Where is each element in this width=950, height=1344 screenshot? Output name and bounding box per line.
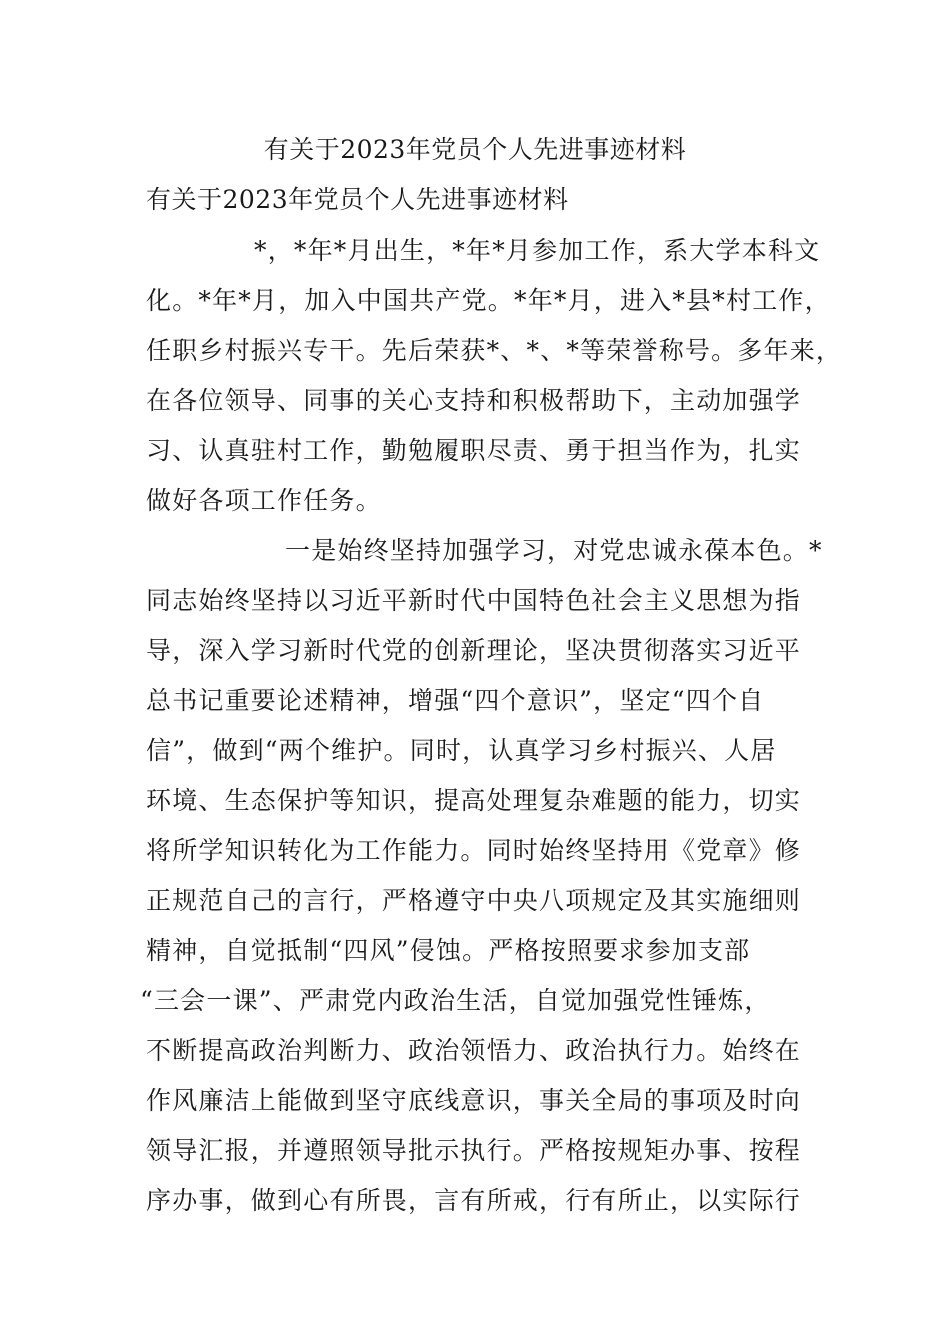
document-subtitle: 有关于2023年党员个人先进事迹材料 [146,185,569,214]
paragraph-line: 化。*年*月，加入中国共产党。*年*月，进入*县*村工作， [146,286,831,315]
paragraph-line: 习、认真驻村工作，勤勉履职尽责、勇于担当作为，扎实 [146,436,802,465]
paragraph-line: 信”，做到“两个维护。同时，认真学习乡村振兴、人居 [146,736,777,765]
paragraph-line: 环境、生态保护等知识，提高处理复杂难题的能力，切实 [146,786,802,815]
paragraph-line: 做好各项工作任务。 [146,486,382,515]
paragraph-line: *，*年*月出生，*年*月参加工作，系大学本科文 [254,236,821,265]
paragraph-line: 同志始终坚持以习近平新时代中国特色社会主义思想为指 [146,586,802,615]
paragraph-line: 正规范自己的言行，严格遵守中央八项规定及其实施细则 [146,886,802,915]
paragraph-line: 不断提高政治判断力、政治领悟力、政治执行力。始终在 [146,1036,802,1065]
paragraph-line: 序办事，做到心有所畏，言有所戒，行有所止，以实际行 [146,1186,802,1215]
paragraph-line: 领导汇报，并遵照领导批示执行。严格按规矩办事、按程 [146,1136,802,1165]
paragraph-line: 任职乡村振兴专干。先后荣获*、*、*等荣誉称号。多年来， [146,336,843,365]
document-title: 有关于2023年党员个人先进事迹材料 [263,135,687,164]
paragraph-line: 在各位领导、同事的关心支持和积极帮助下，主动加强学 [146,386,802,415]
paragraph-line: 一是始终坚持加强学习，对党忠诚永葆本色。* [285,536,823,565]
paragraph-line: 总书记重要论述精神，增强“四个意识”，坚定“四个自 [146,686,765,715]
paragraph-line: 导，深入学习新时代党的创新理论，坚决贯彻落实习近平 [146,636,802,665]
paragraph-line: 将所学知识转化为工作能力。同时始终坚持用《党章》修 [146,836,802,865]
paragraph-line: 作风廉洁上能做到坚守底线意识，事关全局的事项及时向 [146,1086,802,1115]
paragraph-line: “三会一课”、严肃党内政治生活，自觉加强党性锤炼， [140,986,771,1015]
paragraph-line: 精神，自觉抵制“四风”侵蚀。严格按照要求参加支部 [146,936,751,965]
